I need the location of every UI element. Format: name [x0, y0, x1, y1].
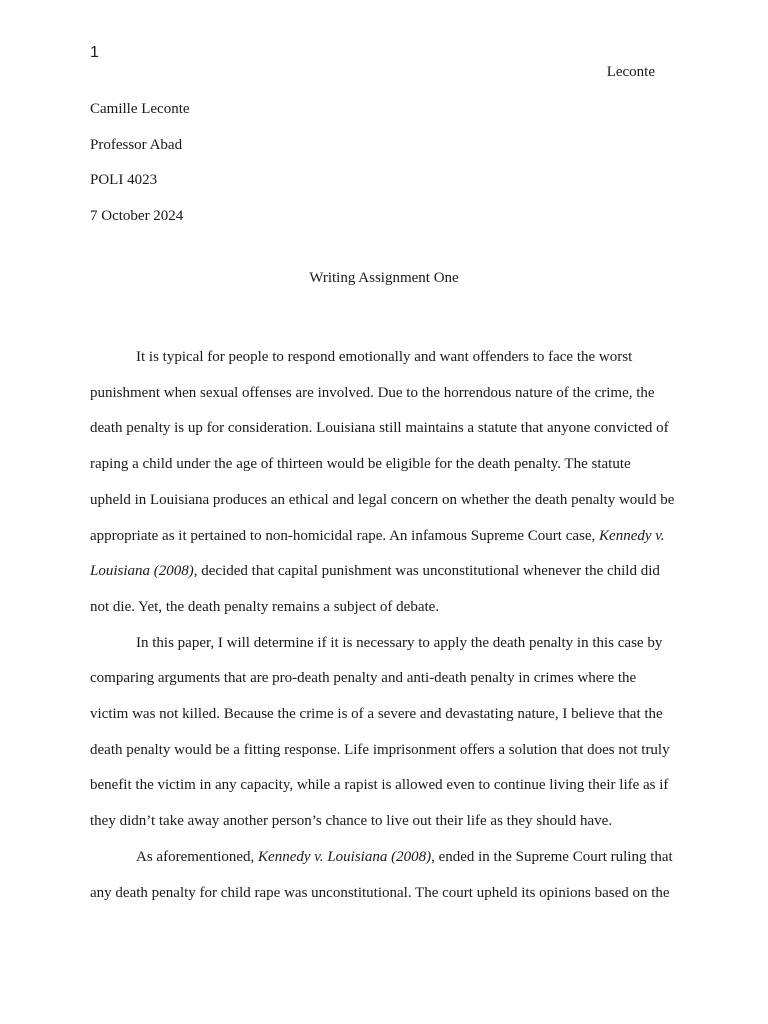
heading-block	[90, 92, 190, 234]
text-line: benefit the victim in any capacity, while a rapist is allowed even to continue living their life as if	[90, 777, 669, 794]
author-name: Camille Leconte	[90, 101, 190, 117]
date: 7 October 2024	[90, 207, 184, 224]
text-line: In this paper, I will determine if it is necessary to apply the death penalty in this case by	[136, 634, 663, 651]
text-line: they didn’t take away another person’s chance to live out their life as they should have.	[90, 813, 613, 830]
text-run: appropriate as it pertained to non-homicidal rape. An infamous Supreme Court case,	[90, 527, 600, 544]
case-citation: Louisiana (2008)	[90, 563, 194, 580]
text-line: victim was not killed. Because the crime is of a severe and devastating nature, I believe that the	[90, 706, 663, 723]
text-line: death penalty is up for consideration. Louisiana still maintains a statute that anyone convicted of	[90, 420, 669, 437]
case-citation: Kennedy v. Louisiana (2008)	[258, 848, 432, 865]
running-head: Leconte	[606, 64, 655, 80]
text-line	[90, 840, 680, 876]
text-line: raping a child under the age of thirteen would be eligible for the death penalty. The statute	[90, 456, 631, 473]
body-text	[90, 340, 680, 911]
text-run: , decided that capital punishment was unconstitutional whenever the child did	[193, 563, 660, 580]
text-run: , ended in the Supreme Court ruling that	[431, 848, 673, 865]
paragraph-1	[90, 340, 680, 626]
paragraph-3	[90, 840, 680, 911]
paragraph-2	[90, 626, 680, 840]
case-citation: Kennedy v.	[599, 527, 665, 544]
text-line: comparing arguments that are pro-death penalty and anti-death penalty in crimes where the	[90, 670, 637, 687]
text-line	[90, 554, 680, 590]
text-line: punishment when sexual offenses are involved. Due to the horrendous nature of the crime, the	[90, 384, 655, 401]
paper-title: Writing Assignment One	[309, 270, 459, 286]
text-line: It is typical for people to respond emotionally and want offenders to face the worst	[136, 349, 633, 365]
text-run: As aforementioned,	[136, 848, 259, 865]
text-line: any death penalty for child rape was unconstitutional. The court upheld its opinions based on the	[90, 884, 670, 901]
text-line: death penalty would be a fitting response. Life imprisonment offers a solution that does not truly	[90, 741, 670, 758]
page-number: 1	[90, 44, 99, 61]
text-line: upheld in Louisiana produces an ethical and legal concern on whether the death penalty would be	[90, 491, 675, 508]
text-line: not die. Yet, the death penalty remains a subject of debate.	[90, 598, 440, 615]
course-code: POLI 4023	[90, 172, 158, 189]
text-line	[90, 519, 680, 555]
professor-name: Professor Abad	[90, 136, 183, 153]
